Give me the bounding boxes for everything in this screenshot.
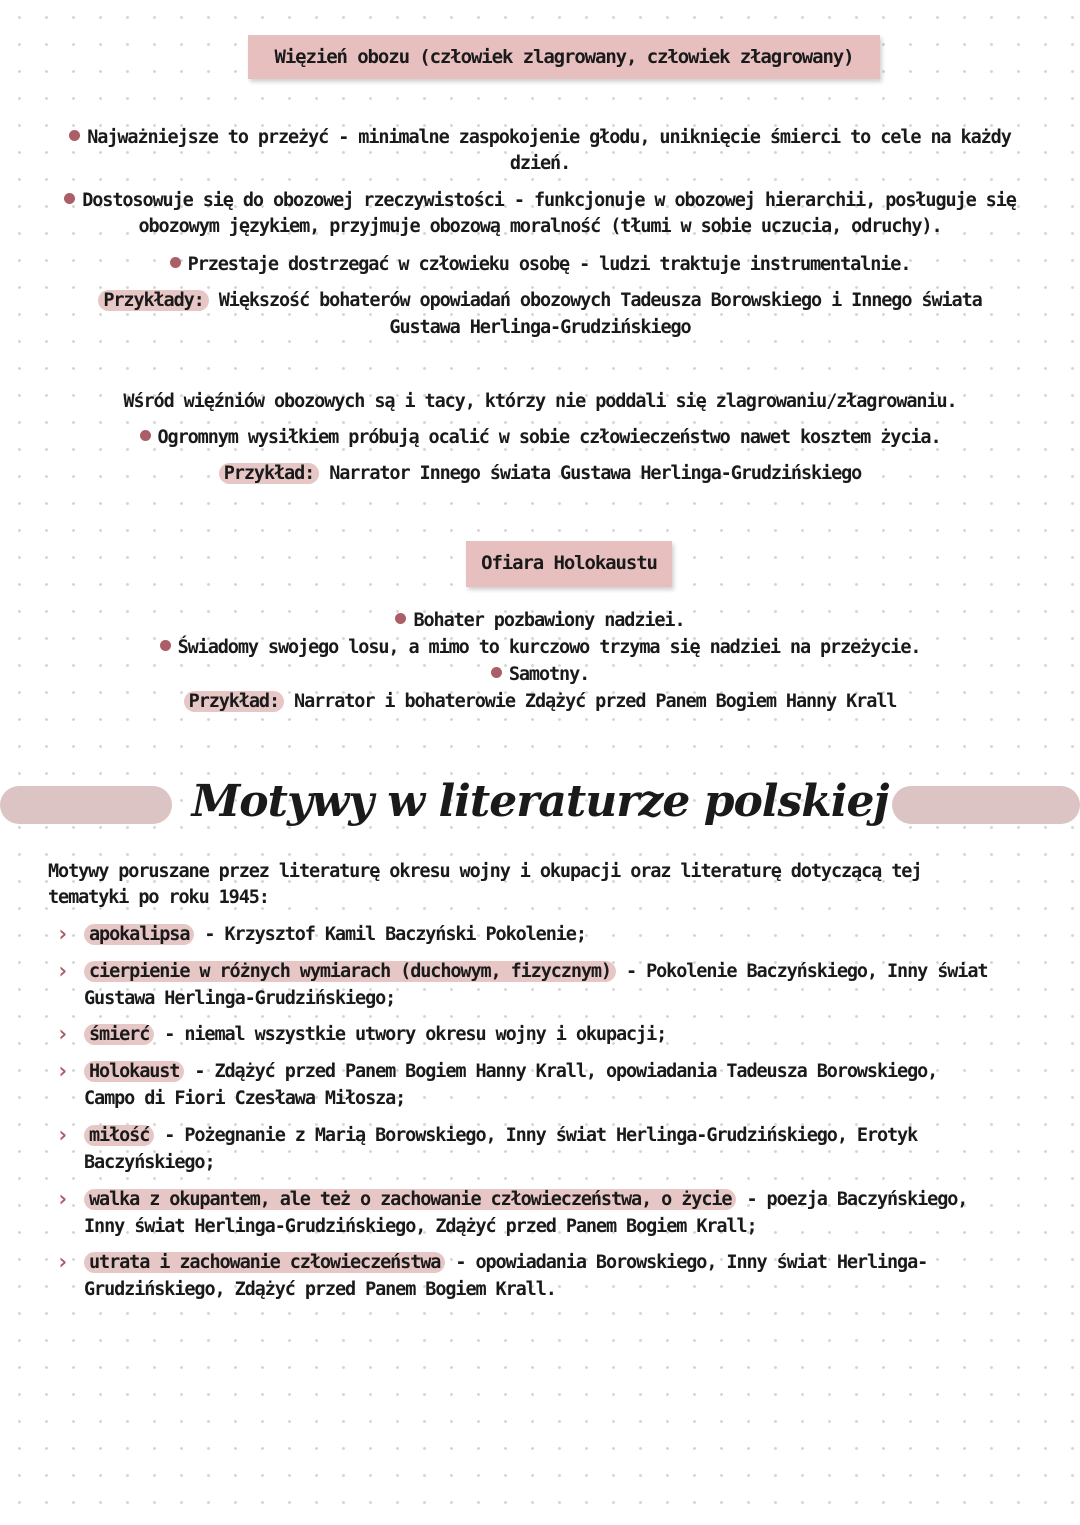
motif-keyword: miłość (84, 1125, 154, 1146)
example-label: Przykład: (219, 463, 319, 484)
section-header-prisoner: Więzień obozu (człowiek zlagrowany, człowiek złagrowany) (248, 35, 880, 79)
chevron-right-icon: › (56, 1022, 69, 1047)
examples-label: Przykłady: (98, 290, 208, 311)
bullet-dot (491, 667, 502, 678)
bullet-dot (395, 613, 406, 624)
bullet-survive: Najważniejsze to przeżyć - minimalne zaspokojenie głodu, uniknięcie śmierci to cele na każdy (0, 124, 1080, 151)
intro-resisting-prisoners: Wśród więźniów obozowych są i tacy, którzy nie poddali się zlagrowaniu/złagrowaniu. (123, 391, 957, 412)
chevron-right-icon: › (56, 1059, 69, 1084)
example-line-2: Przykład: Narrator i bohaterowie Zdążyć przed Panem Bogiem Hanny Krall (0, 688, 1080, 715)
motif-keyword: utrata i zachowanie człowieczeństwa (84, 1252, 445, 1273)
motif-keyword: śmierć (84, 1024, 154, 1045)
examples-line: Przykłady: Większość bohaterów opowiadań obozowych Tadeusza Borowskiego i Innego świata (0, 287, 1080, 314)
example-label: Przykład: (184, 691, 284, 712)
bullet-survive-cont: dzień. (509, 153, 571, 174)
motifs-intro-cont: tematyki po roku 1945: (48, 887, 269, 908)
chevron-right-icon: › (56, 1187, 69, 1212)
chevron-right-icon: › (56, 922, 69, 947)
decorative-pill-right (892, 786, 1080, 824)
bullet-aware: Świadomy swojego losu, a mimo to kurczowo trzyma się nadziei na przeżycie. (0, 634, 1080, 661)
examples-line-cont: Gustawa Herlinga-Grudzińskiego (389, 317, 691, 338)
motifs-intro: Motywy poruszane przez literaturę okresu wojny i okupacji oraz literaturę dotyczącą tej (48, 861, 922, 882)
chevron-right-icon: › (56, 1250, 69, 1275)
bullet-humanity: Ogromnym wysiłkiem próbują ocalić w sobie człowieczeństwo nawet kosztem życia. (0, 424, 1080, 451)
bullet-no-hope: Bohater pozbawiony nadziei. (0, 607, 1080, 634)
bullet-dot (170, 257, 181, 268)
page-title: Motywy w literaturze polskiej (191, 776, 889, 827)
bullet-dot (160, 640, 171, 651)
bullet-dot (69, 130, 80, 141)
decorative-pill-left (0, 786, 172, 824)
bullet-dot (64, 193, 75, 204)
motif-keyword: Holokaust (84, 1061, 184, 1082)
chevron-right-icon: › (56, 1123, 69, 1148)
example-line: Przykład: Narrator Innego świata Gustawa Herlinga-Grudzińskiego (0, 460, 1080, 487)
bullet-dot (140, 430, 151, 441)
section-header-holocaust-victim: Ofiara Holokaustu (466, 541, 672, 587)
bullet-adapts-cont: obozowym językiem, przyjmuje obozową moralność (tłumi w sobie uczucia, odruchy). (138, 216, 942, 237)
bullet-lonely: Samotny. (0, 661, 1080, 688)
motif-keyword: cierpienie w różnych wymiarach (duchowym, fizycznym) (84, 961, 616, 982)
motif-keyword: walka z okupantem, ale też o zachowanie człowieczeństwa, o życie (84, 1189, 736, 1210)
bullet-instrumental: Przestaje dostrzegać w człowieku osobę - ludzi traktuje instrumentalnie. (0, 251, 1080, 278)
bullet-adapts: Dostosowuje się do obozowej rzeczywistości - funkcjonuje w obozowej hierarchii, posługuje się (0, 187, 1080, 214)
motif-keyword: apokalipsa (84, 924, 194, 945)
chevron-right-icon: › (56, 959, 69, 984)
